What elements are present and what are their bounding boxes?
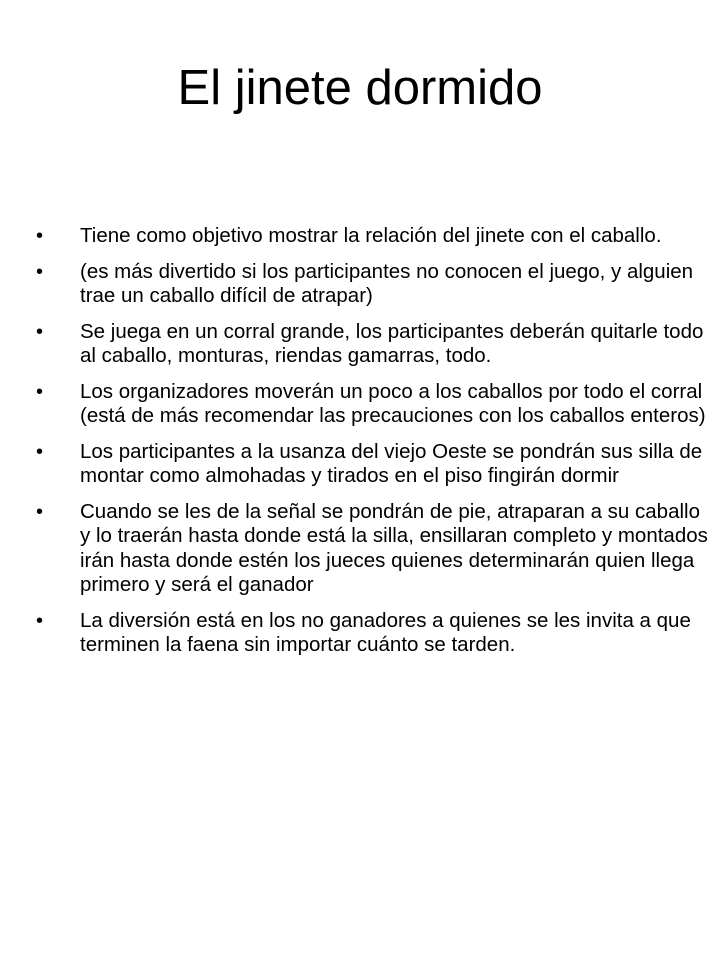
bullet-item	[36, 500, 712, 598]
bullet-text: Los organizadores moverán un poco a los caballos por todo el corral (está de más recomendar las precauciones con los caballos enteros)	[80, 379, 706, 427]
bullet-list	[36, 224, 712, 669]
bullet-text: La diversión está en los no ganadores a quienes se les invita a que terminen la faena sin importar cuánto se tarden.	[80, 608, 691, 656]
bullet-item	[36, 260, 712, 309]
bullet-text: Se juega en un corral grande, los participantes deberán quitarle todo al caballo, monturas, riendas gamarras, todo.	[80, 319, 704, 367]
bullet-dot-icon: •	[36, 225, 44, 247]
bullet-dot-icon: •	[36, 609, 44, 632]
bullet-text: Cuando se les de la señal se pondrán de pie, atraparan a su caballo y lo traerán hasta donde está la silla, ensillaran completo y montados irán hasta donde estén los jueces quienes determinarán quien llega primero y será el ganador	[80, 499, 708, 596]
bullet-text: (es más divertido si los participantes no conocen el juego, y alguien trae un caballo difícil de atrapar)	[80, 259, 694, 307]
bullet-dot-icon: •	[36, 260, 44, 283]
bullet-dot-icon: •	[36, 380, 44, 403]
bullet-dot-icon: •	[36, 500, 44, 523]
bullet-dot-icon: •	[36, 320, 44, 343]
bullet-dot-icon: •	[36, 440, 44, 463]
slide-title: El jinete dormido	[177, 61, 543, 115]
bullet-item	[36, 609, 712, 658]
bullet-text: Los participantes a la usanza del viejo Oeste se pondrán sus silla de montar como almohadas y tirados en el piso fingirán dormir	[80, 439, 703, 487]
bullet-item	[36, 380, 712, 429]
bullet-text: Tiene como objetivo mostrar la relación del jinete con el caballo.	[80, 224, 662, 247]
bullet-item	[36, 440, 712, 489]
bullet-item	[36, 224, 712, 249]
bullet-item	[36, 320, 712, 369]
